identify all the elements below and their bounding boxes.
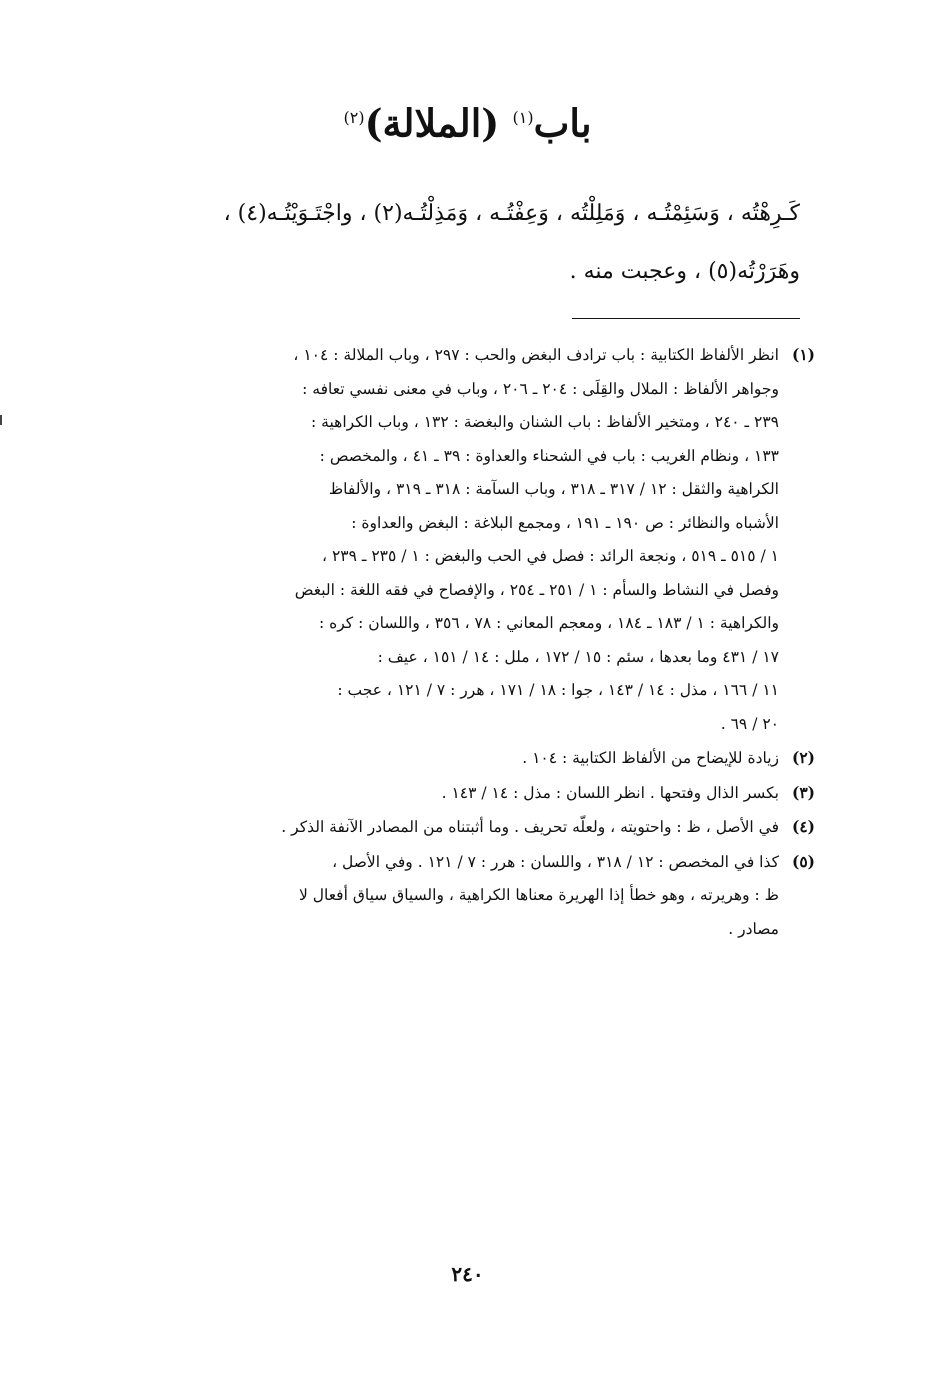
footnote-line: وفصل في النشاط والسأم : ١ / ٢٥١ ـ ٢٥٤ ، والإفصاح في فقه اللغة : البغض	[294, 580, 779, 599]
footnote-line: مصادر .	[728, 919, 779, 938]
footnote-2	[100, 741, 815, 776]
footnote-line: زيادة للإيضاح من الألفاظ الكتابية : ١٠٤ .	[522, 749, 779, 767]
footnote-line: وجواهر الألفاظ : الملال والقِلَى : ٢٠٤ ـ ٢٠٦ ، وباب في معنى نفسي تعافه :	[302, 379, 779, 398]
footnote-line: ١٣٣ ، ونظام الغريب : باب في الشحناء والعداوة : ٣٩ ـ ٤١ ، والمخصص :	[319, 446, 779, 465]
heading-footnote-mark-1[interactable]: (١)	[512, 108, 534, 127]
heading-footnote-mark-2[interactable]: (٢)	[343, 108, 365, 127]
main-text	[100, 185, 800, 301]
footnote-line: والكراهية : ١ / ١٨٣ ـ ١٨٤ ، ومعجم المعاني : ٧٨ ، ٣٥٦ ، واللسان : كره :	[318, 614, 779, 632]
footnote-5	[100, 845, 815, 947]
footnote-line: بكسر الذال وفتحها . انظر اللسان : مذل : ١٤ / ١٤٣ .	[441, 783, 779, 802]
chapter-heading	[0, 88, 935, 154]
footnotes	[100, 338, 815, 946]
footnote-line: كذا في المخصص : ١٢ / ٣١٨ ، واللسان : هرر : ٧ / ١٢١ . وفي الأصل ،	[332, 852, 779, 871]
footnote-number: (٥)	[791, 851, 815, 871]
footnote-line: في الأصل ، ظ : واحتويته ، ولعلّه تحريف . وما أثبتناه من المصادر الآنفة الذكر .	[281, 818, 779, 836]
footnote-number: (٤)	[791, 817, 815, 836]
main-text-line: كَـرِهْتُه ، وَسَئِمْتُـه ، وَمَلِلْتُه ، وَعِفْتُـه ، وَمَذِلْتُـه(٢) ، واجْتَـوَيْتُـه(٤) ،	[223, 201, 800, 226]
footnote-line: الكراهية والثقل : ١٢ / ٣١٧ ـ ٣١٨ ، وباب السآمة : ٣١٨ ـ ٣١٩ ، والألفاظ	[328, 480, 779, 498]
footnote-4	[100, 810, 815, 845]
footnote-1	[100, 338, 815, 741]
page-number: ٢٤٠	[451, 1262, 484, 1286]
footnote-number: (٣)	[791, 782, 815, 802]
heading-title: (الملالة)	[364, 100, 500, 146]
heading-word: باب	[533, 100, 592, 146]
footnote-separator	[572, 318, 800, 319]
footnote-3	[100, 776, 815, 811]
footnote-line: ٢٠ / ٦٩ .	[720, 714, 779, 733]
footnote-number: (٢)	[791, 748, 815, 767]
footnote-line: الأشباه والنظائر : ص ١٩٠ ـ ١٩١ ، ومجمع البلاغة : البغض والعداوة :	[351, 513, 779, 532]
footnote-line: ٢٣٩ ـ ٢٤٠ ، ومتخير الألفاظ : باب الشنان والبغضة : ١٣٢ ، وباب الكراهية :	[311, 413, 779, 431]
footnote-line: ١١ / ١٦٦ ، مذل : ١٤ / ١٤٣ ، جوا : ١٨ / ١٧١ ، هرر : ٧ / ١٢١ ، عجب :	[337, 681, 779, 699]
footnote-line: ظ : وهريرته ، وهو خطأ إذا الهريرة معناها الكراهية ، والسياق سياق أفعال لا	[298, 886, 779, 904]
footnote-line: ١ / ٥١٥ ـ ٥١٩ ، ونجعة الرائد : فصل في الحب والبغض : ١ / ٢٣٥ ـ ٢٣٩ ،	[322, 547, 779, 565]
scan-edge-mark	[0, 415, 2, 425]
footnote-number: (١)	[791, 345, 815, 364]
footnote-line: انظر الألفاظ الكتابية : باب ترادف البغض والحب : ٢٩٧ ، وباب الملالة : ١٠٤ ،	[293, 346, 779, 364]
main-text-line: وهَرَرْتُه(٥) ، وعجبت منه .	[569, 259, 800, 284]
footnote-line: ١٧ / ٤٣١ وما بعدها ، سئم : ١٥ / ١٧٢ ، ملل : ١٤ / ١٥١ ، عيف :	[377, 647, 779, 666]
